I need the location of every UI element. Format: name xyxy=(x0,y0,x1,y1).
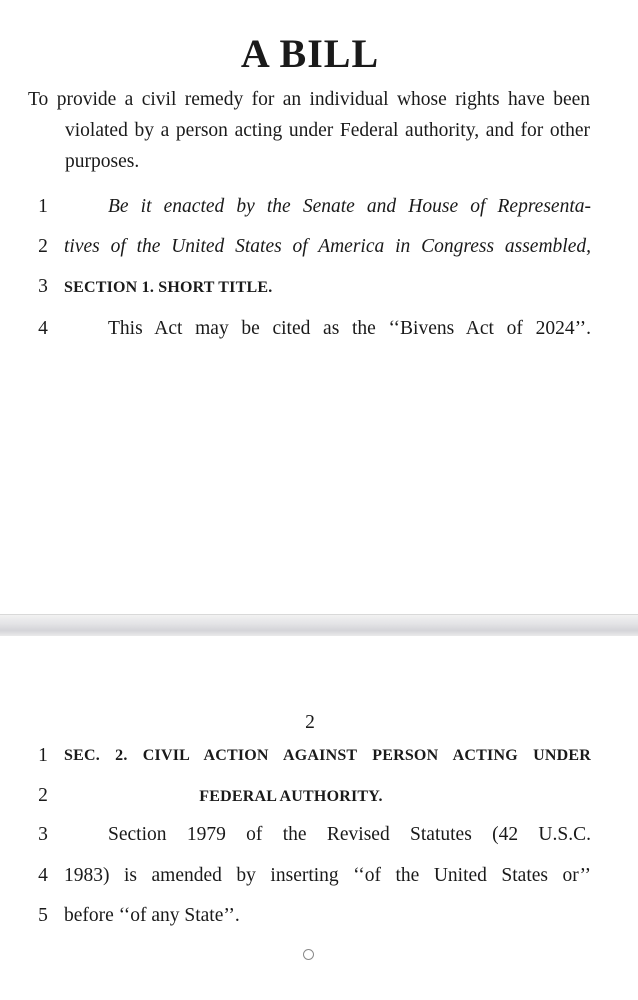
bill-title: A BILL xyxy=(240,31,380,76)
bill-line xyxy=(0,236,638,276)
bill-line xyxy=(0,824,638,864)
enacting-clause-line: Be it enacted by the Senate and House of Representa- xyxy=(108,196,591,217)
enacting-clause-line: tives of the United States of America in Congress assembled, xyxy=(64,236,591,257)
line-number: 1 xyxy=(38,745,48,766)
line-number: 4 xyxy=(38,865,48,886)
line-number: 1 xyxy=(38,196,48,217)
bill-line xyxy=(0,905,638,945)
section-heading-continued: FEDERAL AUTHORITY. xyxy=(199,788,383,805)
line-number: 2 xyxy=(38,236,48,257)
section-text: This Act may be cited as the ‘‘Bivens Act of 2024’’. xyxy=(108,318,591,339)
purpose-text: provide a civil remedy for an individual whose rights have been violated by a person acting under Federal authority, and for other purposes. xyxy=(56,89,590,172)
bill-line xyxy=(0,196,638,236)
line-number: 3 xyxy=(38,824,48,845)
section-text: 1983) is amended by inserting ‘‘of the United States or’’ xyxy=(64,865,591,886)
section-heading: SEC. 2. CIVIL ACTION AGAINST PERSON ACTING UNDER xyxy=(64,747,591,764)
purpose-prefix: To xyxy=(28,89,49,110)
line-number: 2 xyxy=(38,785,48,806)
scroll-indicator-icon[interactable] xyxy=(303,949,314,960)
line-number: 5 xyxy=(38,905,48,926)
bill-line xyxy=(0,785,638,825)
page-separator xyxy=(0,614,638,638)
bill-line xyxy=(0,743,638,783)
section-text: before ‘‘of any State’’. xyxy=(64,905,240,926)
page-number: 2 xyxy=(305,712,315,733)
line-number: 4 xyxy=(38,318,48,339)
bill-purpose xyxy=(28,84,590,177)
section-text: Section 1979 of the Revised Statutes (42 U.S.C. xyxy=(108,824,591,845)
bill-line xyxy=(0,276,638,319)
bill-line xyxy=(0,318,638,358)
line-number: 3 xyxy=(38,276,48,297)
section-heading: SECTION 1. SHORT TITLE. xyxy=(64,279,273,296)
bill-line xyxy=(0,865,638,905)
